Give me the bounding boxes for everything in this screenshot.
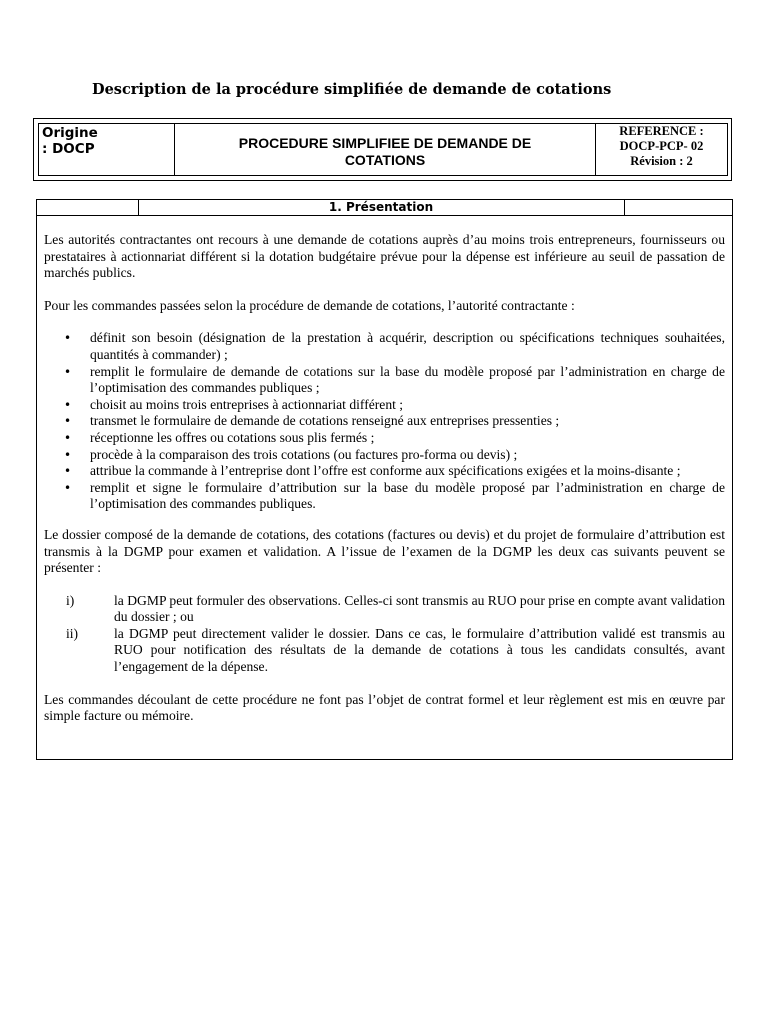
section-content xyxy=(44,232,725,741)
case-list xyxy=(44,593,725,676)
case-text: la DGMP peut directement valider le dossier. Dans ce cas, le formulaire d’attribution validé est transmis au RUO pour notification des résultats de la demande de cotations à tous les candidats consultés, avant l’engagement de la dépense. xyxy=(114,625,725,675)
reference-code: DOCP-PCP- 02 xyxy=(619,139,704,153)
procedure-title xyxy=(175,135,595,169)
origin-cell xyxy=(38,123,175,176)
section-divider xyxy=(624,200,625,215)
origin-line-2: : DOCP xyxy=(42,141,95,157)
list-item-text: définit son besoin (désignation de la prestation à acquérir, description ou spécifications techniques souhaitées, quantités à commander) ; xyxy=(90,330,725,362)
bullet-icon: • xyxy=(64,430,72,445)
list-item xyxy=(44,480,725,513)
bullet-icon: • xyxy=(64,414,72,429)
list-item-text: remplit et signe le formulaire d’attribution sur la base du modèle proposé par l’administration en charge de l’optimisation des commandes publiques. xyxy=(90,479,725,512)
bullet-icon: • xyxy=(64,480,72,495)
list-item xyxy=(44,447,725,464)
bullet-icon: • xyxy=(64,447,72,462)
case-text: la DGMP peut formuler des observations. Celles-ci sont transmis au RUO pour prise en compte avant validation du dossier ; ou xyxy=(114,592,725,625)
origin-label xyxy=(42,125,98,157)
list-item-text: attribue la commande à l’entreprise dont l’offre est conforme aux spécifications exigées et la moins-disante ; xyxy=(90,463,681,479)
bullet-icon: • xyxy=(64,331,72,346)
paragraph-dossier: Le dossier composé de la demande de cotations, des cotations (factures ou devis) et du projet de formulaire d’attribution est transmis à la DGMP pour examen et validation. A l’issue de l’examen de la DGMP les deux cas suivants peuvent se présenter : xyxy=(44,526,725,576)
paragraph-lead: Pour les commandes passées selon la procédure de demande de cotations, l’autorité contractante : xyxy=(44,297,575,313)
bullet-icon: • xyxy=(64,464,72,479)
section-body xyxy=(36,215,733,760)
bullet-icon: • xyxy=(64,397,72,412)
case-number: ii) xyxy=(66,625,79,641)
paragraph-intro: Les autorités contractantes ont recours à une demande de cotations auprès d’au moins trois entrepreneurs, fournisseurs ou prestataires à actionnariat différent si la dotation budgétaire prévue pour la dépense est inférieure au seuil de passation de marchés publics. xyxy=(44,232,725,281)
reference-label: REFERENCE : xyxy=(619,124,704,138)
list-item xyxy=(44,430,725,447)
header-table xyxy=(33,118,732,181)
bullet-icon: • xyxy=(64,364,72,379)
list-item-text: remplit le formulaire de demande de cotations sur la base du modèle proposé par l’administration en charge de l’optimisation des commandes publiques ; xyxy=(90,363,725,396)
document-title: Description de la procédure simplifiée de demande de cotations xyxy=(92,81,612,98)
list-item-text: transmet le formulaire de demande de cotations renseigné aux entreprises pressenties ; xyxy=(90,413,560,429)
reference-block xyxy=(596,124,727,169)
procedure-cell xyxy=(174,123,596,176)
case-item xyxy=(44,626,725,676)
list-item xyxy=(44,364,725,397)
list-item xyxy=(44,330,725,363)
section-header-row xyxy=(36,199,733,216)
case-item xyxy=(44,593,725,626)
reference-cell xyxy=(595,123,728,176)
list-item xyxy=(44,463,725,480)
revision-label: Révision : 2 xyxy=(630,154,693,168)
procedure-title-line-2: COTATIONS xyxy=(344,152,426,168)
bullet-list xyxy=(44,330,725,513)
list-item-text: choisit au moins trois entreprises à actionnariat différent ; xyxy=(90,396,404,412)
case-number: i) xyxy=(66,592,75,608)
section-title: 1. Présentation xyxy=(328,200,434,214)
procedure-title-line-1: PROCEDURE SIMPLIFIEE DE DEMANDE DE xyxy=(238,135,532,151)
list-item-text: réceptionne les offres ou cotations sous plis fermés ; xyxy=(90,429,375,445)
list-item-text: procède à la comparaison des trois cotations (ou factures pro-forma ou devis) ; xyxy=(90,446,518,462)
list-item xyxy=(44,397,725,414)
paragraph-closing: Les commandes découlant de cette procédure ne font pas l’objet de contrat formel et leur règlement est mis en œuvre par simple facture ou mémoire. xyxy=(44,691,725,724)
list-item xyxy=(44,413,725,430)
origin-line-1: Origine xyxy=(42,125,98,141)
